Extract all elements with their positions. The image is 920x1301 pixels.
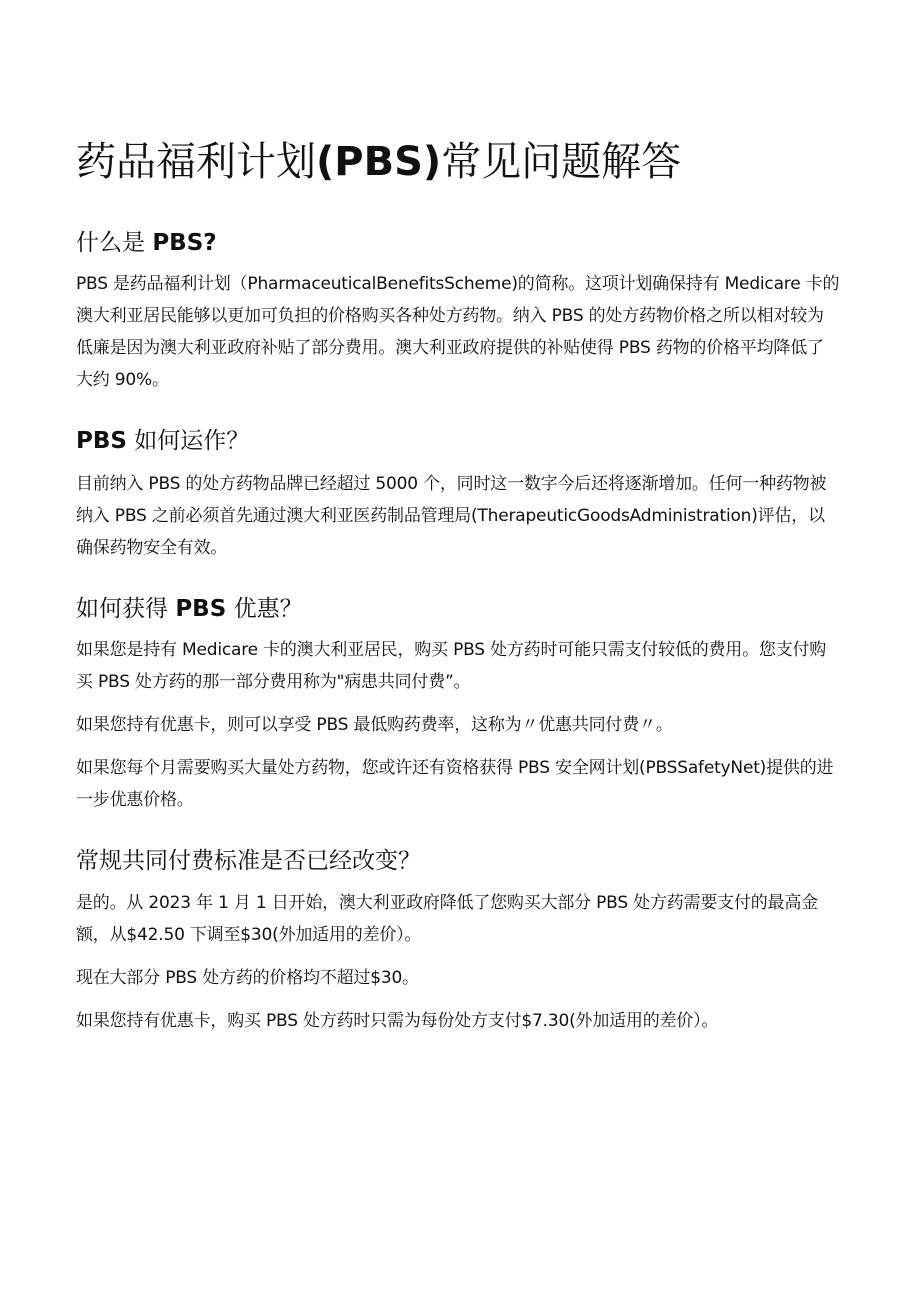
paragraph-how-pbs-works: 目前纳入 PBS 的处方药物品牌已经超过 5000 个，同时这一数字今后还将逐渐增加。任何一种药物被纳入 PBS 之前必须首先通过澳大利亚医药制品管理局(TherapeuticGoodsAdministration)评估，以确保药物安全有效。	[76, 474, 827, 558]
title-bold: (PBS)	[316, 139, 442, 185]
title-pre: 药品福利计划	[76, 139, 316, 185]
section-heading-what-is-pbs	[76, 228, 840, 258]
page-title	[76, 138, 840, 186]
heading-post: 优惠？	[226, 596, 303, 622]
paragraph-co-payment-reduced: 是的。从 2023 年 1 月 1 日开始，澳大利亚政府降低了您购买大部分 PBS 处方药需要支付的最高金额，从$42.50 下调至$30(外加适用的差价）。	[76, 893, 818, 945]
section-heading-get-pbs-benefits	[76, 594, 840, 624]
heading-bold: PBS	[76, 428, 127, 454]
paragraph-safety-net: 如果您每个月需要购买大量处方药物，您或许还有资格获得 PBS 安全网计划(PBSSafetyNet)提供的进一步优惠价格。	[76, 758, 834, 810]
heading-pre: 什么是	[76, 230, 153, 256]
paragraph-patient-co-payment: 如果您是持有 Medicare 卡的澳大利亚居民，购买 PBS 处方药时可能只需支付较低的费用。您支付购买 PBS 处方药的那一部分费用称为"病患共同付费”。	[76, 640, 827, 692]
section-heading-co-payment-change	[76, 846, 840, 876]
heading-bold: PBS	[175, 596, 227, 622]
paragraph-concession-price: 如果您持有优惠卡，购买 PBS 处方药时只需为每份处方支付$7.30(外加适用的差价）。	[76, 1011, 719, 1031]
heading-bold: PBS?	[152, 230, 217, 256]
heading-pre: 如何获得	[76, 596, 176, 622]
heading-pre: 常规共同付费标准是否已经改变？	[76, 848, 421, 874]
section-heading-how-pbs-works	[76, 426, 840, 456]
paragraph-what-is-pbs: PBS 是药品福利计划（PharmaceuticalBenefitsScheme)的简称。这项计划确保持有 Medicare 卡的澳大利亚居民能够以更加可负担的价格购买各种处方药物。纳入 PBS 的处方药物价格之所以相对较为低廉是因为澳大利亚政府补贴了部分费用。澳大利亚政府提供的补贴使得 PBS 药物的价格平均降低了大约 90%。	[76, 274, 840, 390]
paragraph-concession-co-payment: 如果您持有优惠卡，则可以享受 PBS 最低购药费率，这称为〃优惠共同付费〃。	[76, 715, 673, 735]
heading-post: 如何运作？	[126, 428, 250, 454]
paragraph-max-price: 现在大部分 PBS 处方药的价格均不超过$30。	[76, 968, 419, 988]
title-post: 常见问题解答	[441, 139, 682, 185]
